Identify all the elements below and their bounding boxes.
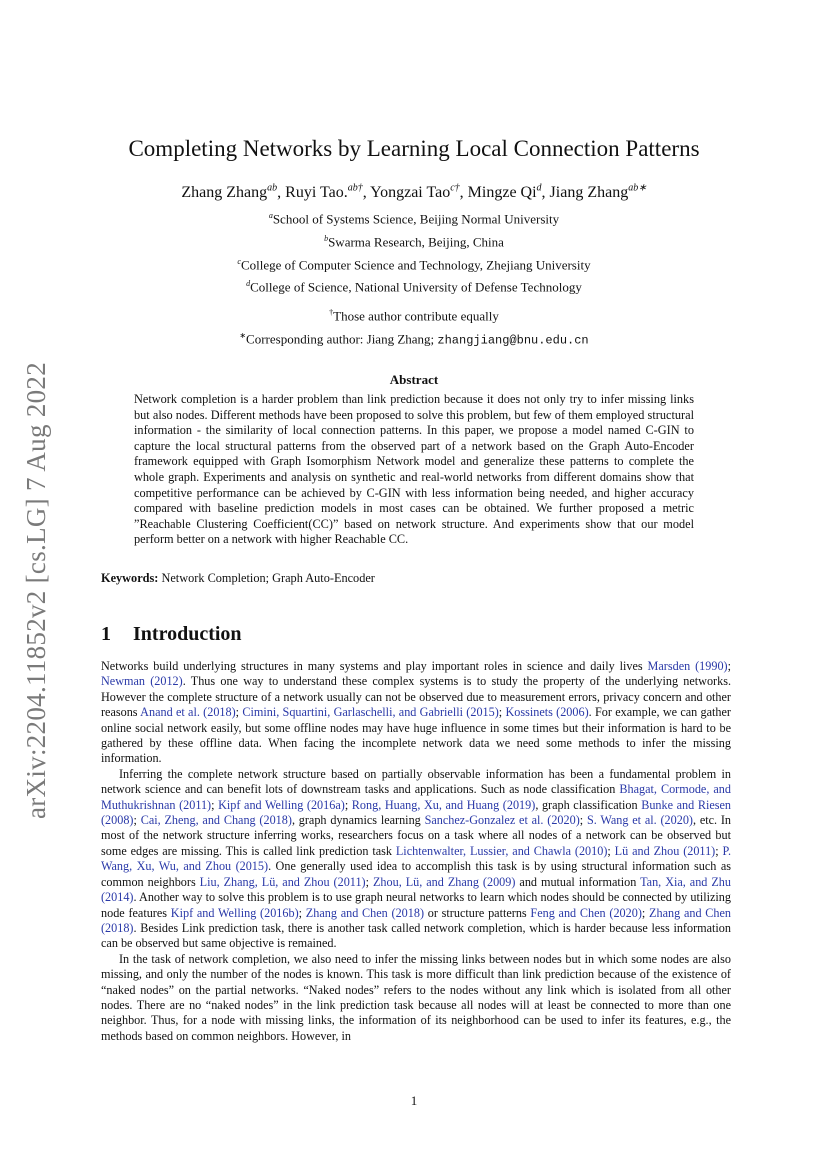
paragraph-text: . Besides Link prediction task, there is another task called network completion, which is harder because less information can be observed but same objective is remained. <box>101 920 731 951</box>
citation-link[interactable]: Rong, Huang, Xu, and Huang (2019) <box>351 797 536 812</box>
author: Ruyi Tao.$^{ab\dagger}$, <box>285 183 371 202</box>
paragraph <box>101 659 731 767</box>
author: Zhang Zhang$^{ab}$, <box>181 183 286 202</box>
citation-link[interactable]: Kipf and Welling (2016b) <box>170 905 299 920</box>
keywords <box>101 571 727 586</box>
citation-link[interactable]: Kipf and Welling (2016a) <box>218 797 345 812</box>
affiliation: $^c$College of Computer Science and Technology, Zhejiang University <box>237 256 591 272</box>
paragraph-text: and mutual information <box>515 874 641 889</box>
keywords-label: Keywords: <box>101 571 159 585</box>
citation-link[interactable]: Cimini, Squartini, Garlaschelli, and Gabrielli (2015) <box>242 705 499 720</box>
citation-link[interactable]: Bunke and Riesen (2008) <box>101 797 731 828</box>
citation-link[interactable]: Newman (2012) <box>101 674 183 689</box>
affiliation: $^d$College of Science, National University of Defense Technology <box>246 279 582 295</box>
paragraph-text: ; <box>727 659 731 673</box>
citation-link[interactable]: Sanchez-Gonzalez et al. (2020) <box>424 813 580 828</box>
citation-link[interactable]: Lü and Zhou (2011) <box>614 843 716 858</box>
equal-contribution-note: †Those author contribute equally <box>329 308 499 324</box>
citation-link[interactable]: S. Wang et al. (2020) <box>586 813 693 828</box>
section-number: 1 <box>101 623 111 645</box>
affiliation-list <box>0 206 828 297</box>
abstract-heading: Abstract <box>389 372 439 387</box>
paragraph-text: . Thus one way to understand these complex systems is to study the property of the underlying networks. However the complete structure of a network usually can not be observed due to measurement errors, privacy concern and other reasons <box>101 674 731 720</box>
citation-link[interactable]: Zhang and Chen (2018) <box>305 905 425 920</box>
citation-link[interactable]: Feng and Chen (2020) <box>530 905 642 920</box>
author: Jiang Zhang$^{ab∗}$ <box>549 183 647 202</box>
abstract-text: Network completion is a harder problem than link prediction because it does not only try to infer missing links but also nodes. Different methods have been proposed to solve this problem, but few of them employed structural information - the similarity of local connection patterns. In this paper, we propose a model named C-GIN to capture the local structural patterns from the observed part of a network based on the Graph Auto-Encoder framework equipped with Graph Isomorphism Network model and generalize these patterns to complete the whole graph. Experiments and analysis on synthetic and real-world networks from different domains show that competitive performance can be achieved by C-GIN with less information being needed, and higher accuracy compared with baseline prediction models in most cases can be obtained. We further proposed a metric ”Reachable Clustering Coefficient(CC)” based on network structure. And experiments show that our model perform better on a network with higher Reachable CC. <box>134 392 694 547</box>
citation-link[interactable]: P. Wang, Xu, Wu, and Zhou (2015) <box>101 843 731 874</box>
paragraph-text: , graph dynamics learning <box>291 813 425 828</box>
section-heading <box>101 623 242 646</box>
affiliation: $^b$Swarma Research, Beijing, China <box>324 233 504 250</box>
citation-link[interactable]: Kossinets (2006) <box>505 705 589 720</box>
citation-link[interactable]: Zhou, Lü, and Zhang (2009) <box>372 874 516 889</box>
author: Yongzai Tao$^{c\dagger}$, <box>370 183 468 202</box>
citation-link[interactable]: Zhang and Chen (2018) <box>101 905 732 935</box>
paragraph-text: In the task of network completion, we also need to infer the missing links between nodes but in which some nodes are also missing, and only the number of the nodes is known. This task is more difficult than link prediction because of the existence of “naked nodes” on the partial networks. “Naked nodes” refers to the nodes without any link which is isolated from all other nodes. There are no “naked nodes” in the link prediction task because all nodes will at least be connected to more than one neighbor. Thus, for a node with missing links, the information of its neighborhood can be used to infer its features, e.g., the methods based on common neighbors. However, in <box>101 951 731 1043</box>
paragraph-text: ; <box>715 843 723 858</box>
corresponding-author-note: ∗Corresponding author: Jiang Zhang; zhangjiang@bnu.edu.cn <box>239 330 589 348</box>
keywords-text: Network Completion; Graph Auto-Encoder <box>158 571 375 585</box>
paragraph-text: , etc. In most of the network structure inferring works, researchers focus on a task where all nodes of a network can be observed but some edges are missing. This is called link prediction task <box>101 813 732 858</box>
section-title: Introduction <box>133 623 242 645</box>
paper-title: Completing Networks by Learning Local Connection Patterns <box>128 136 700 161</box>
paragraph <box>101 952 731 1044</box>
paragraph-text: ; <box>235 705 243 720</box>
citation-link[interactable]: Bhagat, Cormode, and Muthukrishnan (2011) <box>101 782 731 812</box>
page-number: 1 <box>410 1093 418 1108</box>
paragraph-text: ; <box>133 813 141 828</box>
body-text <box>101 659 731 1044</box>
paragraph-text: ; <box>498 705 506 720</box>
paragraph-text: . Another way to solve this problem is to use graph neural networks to learn which nodes should be connected by utilizing node features <box>101 890 731 920</box>
affiliation: $^a$School of Systems Science, Beijing Normal University <box>268 211 560 227</box>
paragraph-text: or structure patterns <box>424 905 531 920</box>
arxiv-identifier-stamp <box>16 361 58 819</box>
author-list <box>0 183 828 202</box>
citation-link[interactable]: Tan, Xia, and Zhu (2014) <box>101 874 731 905</box>
citation-link[interactable]: Anand et al. (2018) <box>140 705 236 720</box>
paragraph-text: Inferring the complete network structure based on partially observable information has been a fundamental problem in network science and can benefit lots of downstream tasks and applications. Such as node classification <box>101 766 731 797</box>
citation-link[interactable]: Liu, Zhang, Lü, and Zhou (2011) <box>199 874 366 889</box>
author-notes <box>0 303 828 351</box>
paragraph <box>101 767 731 952</box>
paragraph-text: , graph classification <box>535 797 642 812</box>
paragraph-text: . For example, we can gather online social network easily, but some offline nodes may have huge influence in some times but their information is hard to be gathered by these offline data. When facing the incomplete network data we need some methods to infer the missing information. <box>101 705 731 766</box>
citation-link[interactable]: Marsden (1990) <box>647 659 728 673</box>
arxiv-identifier: arXiv:2204.11852v2 [cs.LG] 7 Aug 2022 <box>21 361 52 819</box>
paragraph-text: ; <box>365 874 373 889</box>
paragraph-text: ; <box>344 797 352 812</box>
paragraph-text: ; <box>298 905 306 920</box>
paragraph-text: ; <box>607 843 615 858</box>
citation-link[interactable]: Lichtenwalter, Lussier, and Chawla (2010) <box>395 843 608 858</box>
email-link[interactable]: zhangjiang@bnu.edu.cn <box>437 333 589 348</box>
paragraph-text: Networks build underlying structures in many systems and play important roles in science and daily lives <box>101 659 648 673</box>
author: Mingze Qi$^d$, <box>467 183 550 202</box>
paragraph-text: ; <box>211 797 219 812</box>
paragraph-text: ; <box>641 905 650 920</box>
citation-link[interactable]: Cai, Zheng, and Chang (2018) <box>140 813 292 828</box>
paragraph-text: . One generally used idea to accomplish this task is by using structural information such as common neighbors <box>101 859 731 889</box>
paragraph-text: ; <box>579 813 587 828</box>
